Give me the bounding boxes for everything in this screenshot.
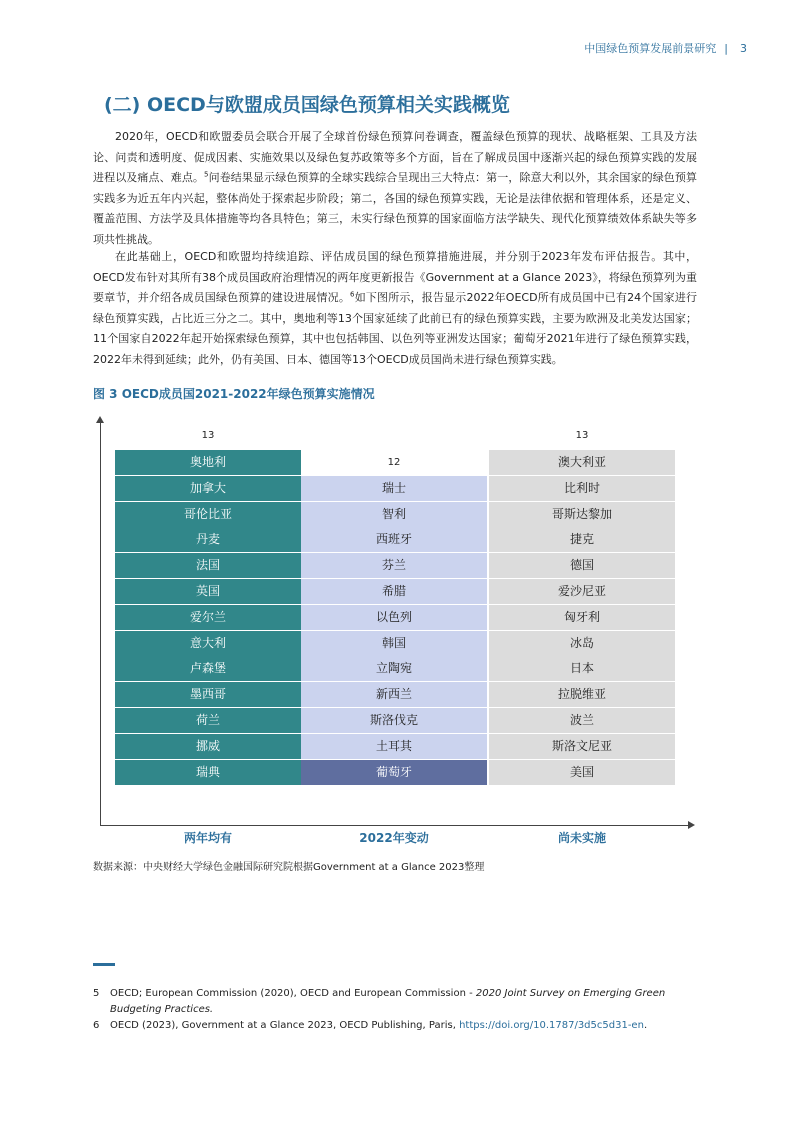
country-cell: 冰岛 [489, 631, 675, 656]
country-cell: 奥地利 [115, 450, 301, 475]
country-cell: 西班牙 [301, 527, 487, 552]
category-label: 2022年变动 [359, 831, 429, 845]
country-cell: 葡萄牙 [301, 760, 487, 785]
footnote-5-text [110, 986, 703, 1018]
source-note: 数据来源：中央财经大学绿色金融国际研究院根据Government at a Glance 2023整理 [93, 862, 485, 873]
country-cell: 韩国 [301, 631, 487, 656]
country-cell: 挪威 [115, 734, 301, 759]
footnote-divider [93, 963, 115, 966]
country-cell: 瑞士 [301, 476, 487, 501]
country-cell: 匈牙利 [489, 605, 675, 630]
footnote-ref-6[interactable]: 6 [350, 290, 355, 299]
footnote-6-text [110, 1018, 703, 1034]
section-title: (二) OECD与欧盟成员国绿色预算相关实践概览 [104, 94, 510, 116]
country-cell: 立陶宛 [301, 656, 487, 681]
country-cell: 芬兰 [301, 553, 487, 578]
country-cell: 澳大利亚 [489, 450, 675, 475]
footnote-5 [93, 986, 703, 1018]
x-axis-arrow [688, 821, 695, 829]
paragraph-2-text-a: 在此基础上，OECD和欧盟均持续追踪、评估成员国的绿色预算措施进展，并分别于2023年发布评估报告。其中，OECD发布针对其所有38个成员国政府治理情况的两年度更新报告《Government at a Glance 2023》，将绿色预算列为重要章节，并介绍各成员国绿色预算的建设进展情况。 [93, 250, 697, 304]
country-status-chart [100, 416, 700, 845]
country-cell: 波兰 [489, 708, 675, 733]
page-number: 3 [740, 42, 747, 55]
country-cell: 加拿大 [115, 476, 301, 501]
footnote-6-plain: OECD (2023), Government at a Glance 2023, OECD Publishing, Paris, [110, 1020, 460, 1031]
category-label: 两年均有 [183, 831, 232, 845]
footnote-6 [93, 1018, 703, 1034]
country-cell: 瑞典 [115, 760, 301, 785]
page-header [584, 40, 747, 56]
country-cell: 智利 [301, 502, 487, 527]
country-cell: 以色列 [301, 605, 487, 630]
column-2-total: 12 [301, 450, 487, 475]
category-label: 尚未实施 [557, 831, 606, 845]
country-cell: 比利时 [489, 476, 675, 501]
country-cell: 卢森堡 [115, 656, 301, 681]
figure-title: 图 3 OECD成员国2021-2022年绿色预算实施情况 [93, 387, 375, 401]
country-cell: 日本 [489, 656, 675, 681]
report-title: 中国绿色预算发展前景研究 [584, 42, 717, 55]
footnote-5-italic: 2020 Joint Survey on Emerging Green Budgeting Practices. [110, 988, 666, 1015]
country-cell: 法国 [115, 553, 301, 578]
paragraph-2-text-b: 如下图所示，报告显示2022年OECD所有成员国中已有24个国家进行绿色预算实践，占比近三分之二。其中，奥地利等13个国家延续了此前已有的绿色预算实践，主要为欧洲及北美发达国家；11个国家自2022年起开始探索绿色预算，其中也包括韩国、以色列等亚洲发达国家；葡萄牙2021年进行了绿色预算实践，2022年未得到延续；此外，仍有美国、日本、德国等13个OECD成员国尚未进行绿色预算实践。 [93, 291, 698, 366]
column-1-total: 13 [201, 430, 215, 441]
paragraph-1 [93, 127, 697, 250]
country-cell: 丹麦 [115, 527, 301, 552]
country-cell: 美国 [489, 760, 675, 785]
paragraph-1-text-b: 问卷结果显示绿色预算的全球实践综合呈现出三大特点：第一，除意大利以外，其余国家的绿色预算实践多为近五年内兴起，整体尚处于探索起步阶段；第二，各国的绿色预算实践，无论是法律依据和管理体系，还是定义、覆盖范围、方法学及具体措施等均各具特色；第三，未实行绿色预算的国家面临方法学缺失、现代化预算绩效体系缺失等多项共性挑战。 [93, 171, 698, 246]
footnote-6-end: . [643, 1020, 648, 1031]
x-axis [100, 825, 688, 826]
country-cell: 土耳其 [301, 734, 487, 759]
country-cell: 捷克 [489, 527, 675, 552]
paragraph-2 [93, 247, 697, 370]
country-cell: 新西兰 [301, 682, 487, 707]
country-cell: 斯洛伐克 [301, 708, 487, 733]
country-cell: 英国 [115, 579, 301, 604]
country-cell: 斯洛文尼亚 [489, 734, 675, 759]
doi-link[interactable]: https://doi.org/10.1787/3d5c5d31-en [459, 1020, 644, 1031]
country-cell: 墨西哥 [115, 682, 301, 707]
country-cell: 意大利 [115, 631, 301, 656]
column-3-total: 13 [575, 430, 589, 441]
country-cell: 荷兰 [115, 708, 301, 733]
country-cell: 爱沙尼亚 [489, 579, 675, 604]
footnote-5-number: 5 [93, 988, 100, 999]
y-axis [100, 422, 101, 826]
header-separator: | [724, 42, 728, 55]
country-cell: 爱尔兰 [115, 605, 301, 630]
country-cell: 拉脱维亚 [489, 682, 675, 707]
footnote-6-number: 6 [93, 1020, 100, 1031]
country-cell: 哥伦比亚 [115, 502, 301, 527]
country-cell: 哥斯达黎加 [489, 502, 675, 527]
paragraph-1-text-a: 2020年，OECD和欧盟委员会联合开展了全球首份绿色预算问卷调查，覆盖绿色预算的现状、战略框架、工具及方法论、问责和透明度、促成因素、实施效果以及绿色复苏政策等多个方面，旨在了解成员国中逐渐兴起的绿色预算实践的发展进程以及痛点、难点。 [93, 130, 697, 184]
country-cell: 德国 [489, 553, 675, 578]
footnote-ref-5[interactable]: 5 [204, 170, 209, 179]
country-cell: 希腊 [301, 579, 487, 604]
footnote-5-plain: OECD; European Commission (2020), OECD and European Commission - [110, 988, 476, 999]
